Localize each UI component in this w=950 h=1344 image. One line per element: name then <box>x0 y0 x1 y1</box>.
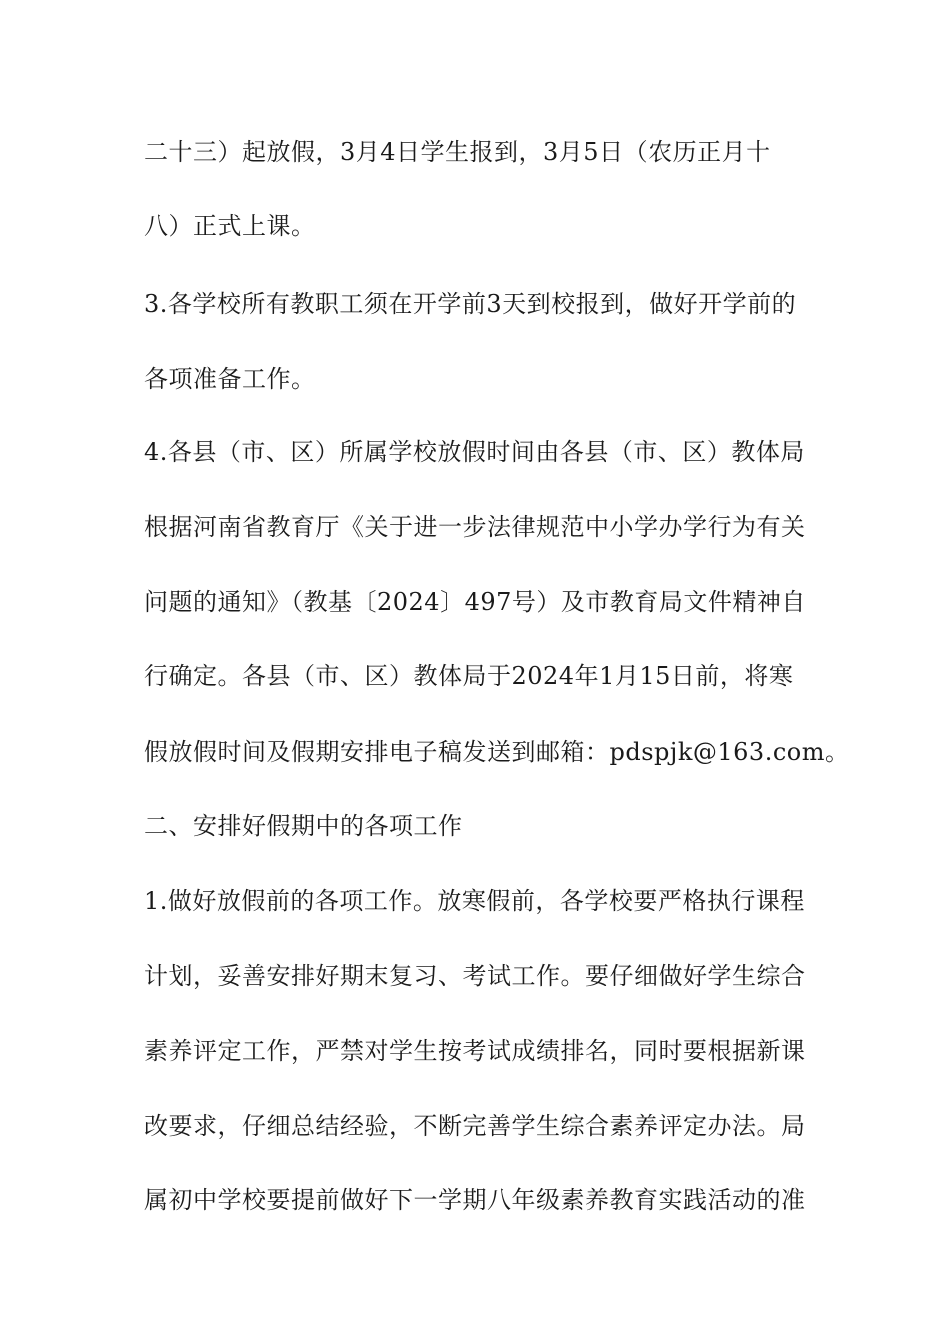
text-line: 素养评定工作，严禁对学生按考试成绩排名，同时要根据新课 <box>144 1037 806 1065</box>
text-line: 二十三）起放假，3月4日学生报到，3月5日（农历正月十 <box>144 138 771 166</box>
text-line: 根据河南省教育厅《关于进一步法律规范中小学办学行为有关 <box>144 513 806 541</box>
text-line: 3.各学校所有教职工须在开学前3天到校报到，做好开学前的 <box>144 290 797 318</box>
text-line: 问题的通知》（教基〔2024〕497号）及市教育局文件精神自 <box>144 588 806 616</box>
text-line: 八）正式上课。 <box>144 212 316 240</box>
text-line: 属初中学校要提前做好下一学期八年级素养教育实践活动的准 <box>144 1186 806 1214</box>
text-line: 改要求，仔细总结经验，不断完善学生综合素养评定办法。局 <box>144 1112 806 1140</box>
text-line: 各项准备工作。 <box>144 365 316 393</box>
text-line: 1.做好放假前的各项工作。放寒假前，各学校要严格执行课程 <box>144 887 805 915</box>
text-line: 4.各县（市、区）所属学校放假时间由各县（市、区）教体局 <box>144 438 805 466</box>
text-line: 行确定。各县（市、区）教体局于2024年1月15日前，将寒 <box>144 662 794 690</box>
section-heading: 二、安排好假期中的各项工作 <box>144 812 463 840</box>
text-line: 假放假时间及假期安排电子稿发送到邮箱：pdspjk@163.com。 <box>144 738 850 766</box>
text-line: 计划，妥善安排好期末复习、考试工作。要仔细做好学生综合 <box>144 962 806 990</box>
